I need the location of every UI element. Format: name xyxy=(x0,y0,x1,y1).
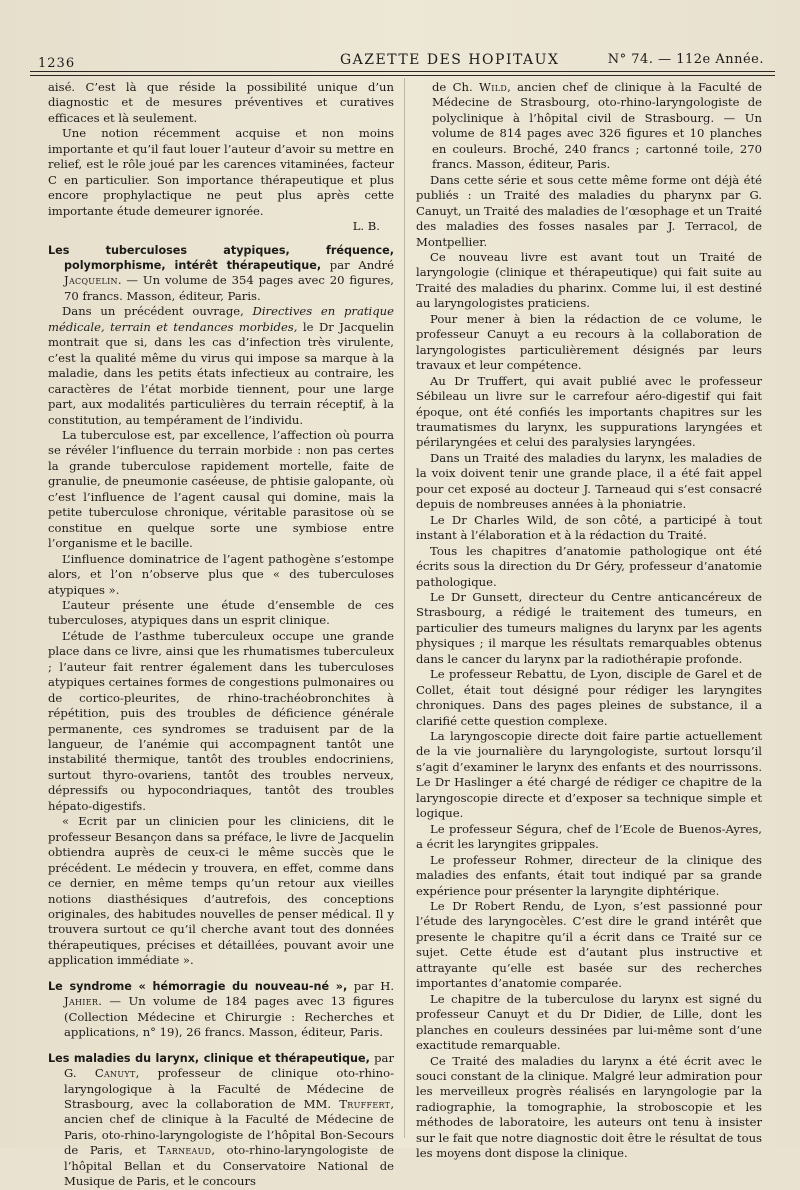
page-number: 1236 xyxy=(38,56,76,71)
author-name: Tarneaud xyxy=(157,1143,212,1158)
paragraph: Le Dr Charles Wild, de son côté, a participé à tout instant à l’élaboration et à la rédaction du Traité. xyxy=(416,512,762,543)
paragraph: Dans cette série et sous cette même forme ont déjà été publiés : un Traité des maladies du pharynx par G. Canuyt, un Traité des maladies de l’œsophage et un Traité des maladies des fosses nasales par J. Terracol, de Montpellier. xyxy=(416,172,762,249)
paragraph: aisé. C’est là que réside la possibilité unique d’un diagnostic et de mesures préventives et curatives efficaces et là seulement. xyxy=(48,80,394,125)
book-title: Les tuberculoses atypiques, fréquence, polymorphisme, intérêt thérapeutique, xyxy=(48,243,394,272)
paragraph: L’étude de l’asthme tuberculeux occupe une grande place dans ce livre, ainsi que les rhumatismes tuberculeux ; l’auteur fait rentrer également dans les tuberculoses atypiques certaines formes de congestions pulmonaires ou de cortico-pleurites, de rhino-trachéobronchites à répétition, puis des troubles de déficience générale permanente, ces syndromes se traduisent par de la langueur, de l’anémie qui accompagnent tantôt une instabilité thermique, tantôt des troubles endocriniens, surtout thyro-ovariens, tantôt des troubles nerveux, dépressifs ou hypocondriaques, tantôt des troubles hépato-digestifs. xyxy=(48,628,394,813)
running-header xyxy=(28,48,774,70)
paragraph: La laryngoscopie directe doit faire partie actuellement de la vie journalière du laryngologiste, surtout lorsqu’il s’agit d’examiner le larynx des enfants et des nourrissons. Le Dr Haslinger a été chargé de rédiger ce chapitre de la laryngoscopie directe et d’exposer sa technique simple et logique. xyxy=(416,729,762,821)
paragraph: La tuberculose est, par excellence, l’affection où pourra se révéler l’influence du terrain morbide : non pas certes la grande tuberculose rapidement mortelle, faite de granulie, de pneumonie caséeuse, de phtisie galopante, où c’est l’influence de l’agent causal qui domine, mais la petite tuberculose chronique, véritable parasitose où se constitue en quelque sorte une symbiose entre l’organisme et le bacille. xyxy=(48,427,394,551)
right-column xyxy=(416,80,762,1162)
paragraph: Le professeur Rebattu, de Lyon, disciple de Garel et de Collet, était tout désigné pour rédiger les laryngites chroniques. Dans des pages pleines de substance, il a clarifié cette question complexe. xyxy=(416,667,762,728)
paragraph xyxy=(48,304,394,428)
citation-text: , professeur de clinique oto-rhino-laryngologique à la Faculté de Médecine de Strasbourg, avec la collaboration de MM. xyxy=(64,1066,395,1111)
citation-continuation xyxy=(416,80,762,173)
author-name: Canuyt xyxy=(94,1066,136,1081)
book-citation xyxy=(48,243,394,305)
citation-text: de Ch. xyxy=(432,80,480,94)
text-run: Dans un précédent ouvrage, xyxy=(62,304,253,319)
reviewer-signature: L. B. xyxy=(352,219,380,234)
book-title: Les maladies du larynx, clinique et thérapeutique, xyxy=(48,1051,370,1065)
paragraph: L’influence dominatrice de l’agent pathogène s’estompe alors, et l’on n’observe plus que « des tuberculoses atypiques ». xyxy=(48,551,394,597)
citation-text: . — Un volume de 184 pages avec 13 figures (Collection Médecine et Chirurgie : Recherches et applications, n° 19), 26 francs. Masson, éditeur, Paris. xyxy=(64,994,394,1040)
citation-text: par H. xyxy=(347,978,394,993)
citation-text: , ancien chef de clinique à la Faculté de Médecine de Strasbourg, oto-rhino-laryngologiste de polyclinique à l’hôpital civil de Strasbourg. — Un volume de 814 pages avec 326 figures et 10 planches en couleurs. Broché, 240 francs ; cartonné toile, 270 francs. Masson, éditeur, Paris. xyxy=(432,80,762,172)
paragraph: Pour mener à bien la rédaction de ce volume, le professeur Canuyt a eu recours à la collaboration de laryngologistes particulièrement désignés par leurs travaux et leur compétence. xyxy=(416,311,762,373)
paragraph: Dans un Traité des maladies du larynx, les maladies de la voix doivent tenir une grande place, il a été fait appel pour cet exposé au docteur J. Tarneaud qui s’est consacré depuis de nombreuses années à la phoniatrie. xyxy=(416,450,762,512)
paragraph: Le chapitre de la tuberculose du larynx est signé du professeur Canuyt et du Dr Didier, de Lille, dont les planches en couleurs dessinées par lui-même sont d’une exactitude remarquable. xyxy=(416,991,762,1053)
paragraph: « Ecrit par un clinicien pour les cliniciens, dit le professeur Besançon dans sa préface, le livre de Jacquelin obtiendra auprès de ceux-ci le même succès que le précédent. Le médecin y trouvera, en effet, comme dans ce dernier, en même temps qu’un retour aux vieilles notions diasthésiques d’autrefois, des conceptions originales, des habitudes nouvelles de penser médical. Il y trouvera surtout ce qu’il cherche avant tout des données thérapeutiques, précises et détaillées, pouvant avoir une application immédiate ». xyxy=(48,814,394,968)
book-title: Le syndrome « hémorragie du nouveau-né », xyxy=(48,979,348,993)
author-name: Wild xyxy=(479,80,508,94)
paragraph: Le Dr Robert Rendu, de Lyon, s’est passionné pour l’étude des laryngocèles. C’est dire le grand intérêt que presente le chapitre qu’il a écrit dans ce Traité sur ce sujet. Cette étude est d’autant plus instructive et attrayante qu’elle est basée sur des recherches importantes d’anatomie comparée. xyxy=(416,899,762,991)
text-run: le Dr Jacquelin montrait que si, dans les cas d’infection très virulente, c’est la qualité même du virus qui impose sa marque à la maladie, dans les petits états infectieux au contraire, les caractères de l’état morbide tiennent, pour une large part, aux modalités particulières du terrain réceptif, à la constitution, au tempérament de l’individu. xyxy=(48,319,394,427)
header-rule-thin xyxy=(30,75,775,76)
author-name: Jacquelin xyxy=(64,273,118,288)
author-name: Truffert xyxy=(339,1097,391,1111)
book-review-entry xyxy=(48,979,394,1041)
citation-text: par G. xyxy=(64,1050,395,1081)
left-column xyxy=(48,80,394,1190)
book-citation xyxy=(48,979,394,1041)
header-rule xyxy=(30,71,775,72)
cited-title: Directives en pratique médicale, terrain et tendances morbides, xyxy=(48,304,394,334)
paragraph: Le Dr Gunsett, directeur du Centre anticancéreux de Strasbourg, a rédigé le traitement des tumeurs, en particulier des tumeurs malignes du larynx par les agents physiques ; il marque les résultats remarquables obtenus dans le cancer du larynx par la radiothérapie profonde. xyxy=(416,589,762,666)
citation-text: , oto-rhino-laryngologiste de l’hôpital Bellan et du Conservatoire National de Musique de Paris, et le concours xyxy=(64,1143,395,1189)
author-name: Jahier xyxy=(64,994,99,1009)
paragraph: Ce Traité des maladies du larynx a été écrit avec le souci constant de la clinique. Malgré leur admiration pour les merveilleux progrès réalisés en laryngologie par la radiographie, la tomographie, la stroboscopie et les méthodes de laboratoire, les auteurs ont tenu à insister sur le fait que notre diagnostic doit être le résultat de tous les moyens dont dispose la clinique. xyxy=(416,1053,762,1161)
book-review-entry xyxy=(48,1051,394,1190)
paragraph: Le professeur Rohmer, directeur de la clinique des maladies des enfants, était tout indiqué par sa grande expérience pour présenter la laryngite diphtérique. xyxy=(416,852,762,898)
citation-text: . — Un volume de 354 pages avec 20 figures, 70 francs. Masson, éditeur, Paris. xyxy=(64,273,394,303)
paragraph: Ce nouveau livre est avant tout un Traité de laryngologie (clinique et thérapeutique) qui fait suite au Traité des maladies du pharinx. Comme lui, il est destiné au laryngologistes praticiens. xyxy=(416,249,762,311)
issue-number: N° 74. — 112e Année. xyxy=(607,52,764,67)
citation-text: , ancien chef de clinique à la Faculté de Médecine de Paris, oto-rhino-laryngologiste de l’hôpital Bon-Secours de Paris, et xyxy=(64,1097,394,1158)
book-review-entry xyxy=(48,243,394,969)
paragraph: Tous les chapitres d’anatomie pathologique ont été écrits sous la direction du Dr Géry, professeur d’anatomie pathologique. xyxy=(416,543,762,589)
paragraph: Une notion récemment acquise et non moins importante et qu’il faut louer l’auteur d’avoir su mettre en relief, est le rôle joué par les carences vitaminées, facteur C en particulier. Son importance thérapeutique et plus encore prophylactique ne peut plus après cette importante étude demeurer ignorée. xyxy=(48,126,394,218)
paragraph: Le professeur Ségura, chef de l’Ecole de Buenos-Ayres, a écrit les laryngites grippales. xyxy=(416,821,762,852)
paragraph: Au Dr Truffert, qui avait publié avec le professeur Sébileau un livre sur le carrefour aéro-digestif qui fait époque, ont été confiés les importants chapitres sur les traumatismes du larynx, les suppurations laryngées et périlaryngées et celui des paralysies laryngées. xyxy=(416,373,762,450)
journal-title: GAZETTE DES HOPITAUX xyxy=(340,52,560,68)
citation-text: par André xyxy=(321,257,394,272)
column-divider xyxy=(404,78,405,1138)
book-citation xyxy=(48,1051,394,1190)
paragraph: L’auteur présente une étude d’ensemble de ces tuberculoses, atypiques dans un esprit clinique. xyxy=(48,597,394,628)
